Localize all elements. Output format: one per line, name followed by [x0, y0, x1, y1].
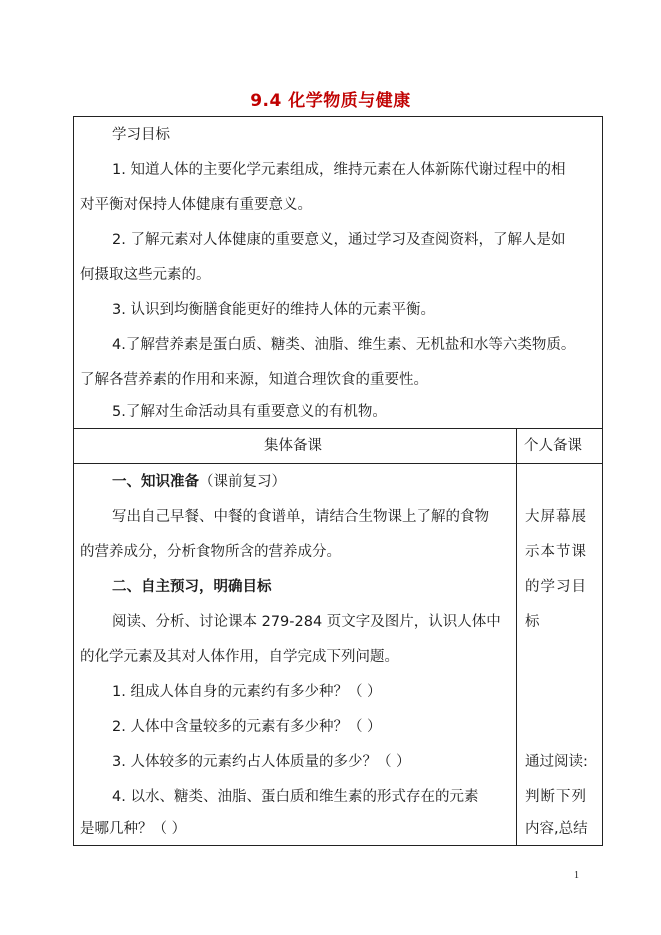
question-item: 1. 组成人体自身的元素约有多少种？（ ） [112, 684, 382, 700]
objective-line: 4.了解营养素是蛋白质、糖类、油脂、维生素、无机盐和水等六类物质。 [112, 337, 576, 353]
collective-prep-cell [74, 464, 516, 846]
table-header-row [74, 428, 602, 464]
section2-line: 的化学元素及其对人体作用，自学完成下列问题。 [80, 649, 399, 665]
question-item: 3. 人体较多的元素约占人体质量的多少？（ ） [112, 754, 411, 770]
section1-line: 写出自己早餐、中餐的食谱单，请结合生物课上了解的食物 [112, 509, 489, 525]
objectives-section [74, 117, 602, 429]
objective-line: 5.了解对生命活动具有重要意义的有机物。 [112, 404, 387, 420]
lesson-table [73, 116, 603, 846]
question-item: 4. 以水、糖类、油脂、蛋白质和维生素的形式存在的元素 [112, 789, 479, 805]
objective-line: 了解各营养素的作用和来源，知道合理饮食的重要性。 [80, 372, 428, 388]
personal-prep-cell [517, 464, 602, 846]
objective-line: 1. 知道人体的主要化学元素组成，维持元素在人体新陈代谢过程中的相 [112, 162, 566, 178]
section1-title-bold: 一、知识准备 [112, 474, 199, 490]
personal-note-line: 判断下列 [525, 789, 587, 805]
personal-note-line: 大屏幕展 [525, 509, 587, 525]
question-item: 是哪几种？（ ） [80, 821, 187, 837]
personal-note-line: 通过阅读: [525, 754, 588, 770]
objective-line: 3. 认识到均衡膳食能更好的维持人体的元素平衡。 [112, 302, 435, 318]
section1-title-note: （课前复习） [199, 474, 286, 490]
section1-line: 的营养成分，分析食物所含的营养成分。 [80, 544, 341, 560]
section1-title [112, 472, 286, 492]
page-number: 1 [574, 870, 579, 881]
personal-note-line: 内容,总结 [525, 821, 588, 837]
objective-line: 对平衡对保持人体健康有重要意义。 [80, 197, 312, 213]
header-collective: 集体备课 [264, 438, 322, 454]
header-personal: 个人备课 [524, 438, 582, 454]
section2-title: 二、自主预习，明确目标 [112, 579, 272, 595]
personal-note-line: 示本节课 [525, 544, 587, 560]
section2-line: 阅读、分析、讨论课本 279-284 页文字及图片，认识人体中 [112, 614, 501, 630]
personal-note-line: 的学习目 [525, 579, 587, 595]
objective-line: 2. 了解元素对人体健康的重要意义，通过学习及查阅资料，了解人是如 [112, 232, 566, 248]
question-item: 2. 人体中含量较多的元素有多少种？（ ） [112, 719, 382, 735]
personal-note-line: 标 [525, 614, 541, 630]
objectives-heading: 学习目标 [112, 127, 170, 143]
page-title: 9.4 化学物质与健康 [250, 91, 411, 111]
objective-line: 何摄取这些元素的。 [80, 267, 211, 283]
